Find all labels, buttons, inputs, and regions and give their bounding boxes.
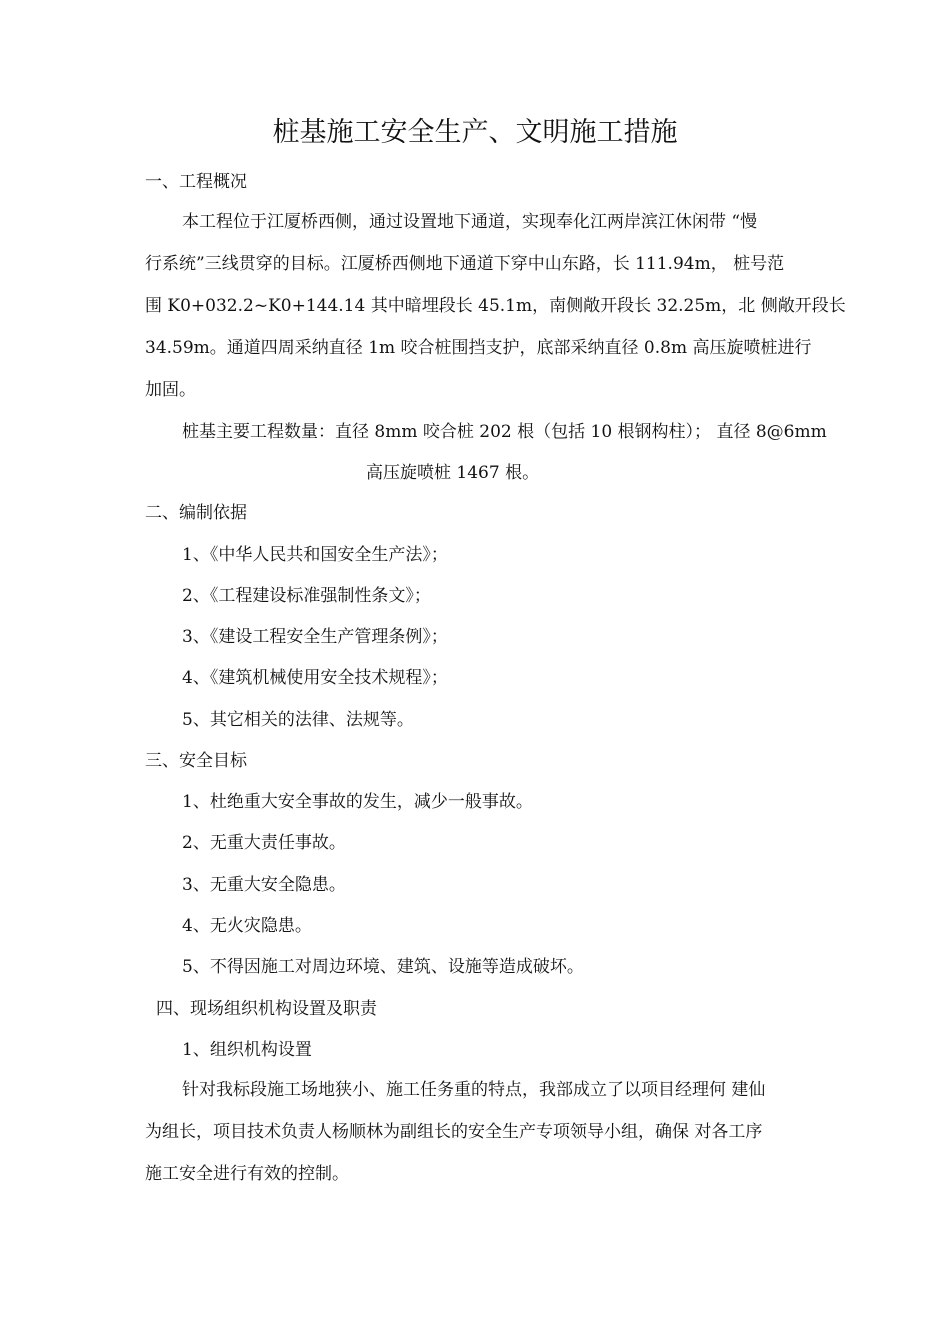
paragraph-line: 围 K0+032.2~K0+144.14 其中暗埋段长 45.1m，南侧敞开段长 32.25m，北 侧敞开段长 — [145, 296, 846, 316]
list-item: 1、《中华人民共和国安全生产法》； — [182, 545, 448, 565]
list-item: 2、《工程建设标准强制性条文》； — [182, 586, 431, 606]
paragraph-line: 为组长，项目技术负责人杨顺林为副组长的安全生产专项领导小组，确保 对各工序 — [145, 1122, 763, 1142]
list-item: 5、不得因施工对周边环境、建筑、设施等造成破坏。 — [182, 957, 584, 977]
list-item: 2、无重大责任事故。 — [182, 833, 346, 853]
paragraph-line: 行系统”三线贯穿的目标。江厦桥西侧地下通道下穿中山东路，长 111.94m， 桩号范 — [145, 254, 785, 274]
paragraph-line: 本工程位于江厦桥西侧，通过设置地下通道，实现奉化江两岸滨江休闲带 “慢 — [182, 212, 758, 232]
list-item: 3、《建设工程安全生产管理条例》； — [182, 627, 448, 647]
list-item: 3、无重大安全隐患。 — [182, 875, 346, 895]
section-heading-overview: 一、工程概况 — [145, 172, 247, 192]
list-item: 1、杜绝重大安全事故的发生，减少一般事故。 — [182, 792, 533, 812]
subsection-heading: 1、组织机构设置 — [182, 1040, 312, 1060]
section-heading-basis: 二、编制依据 — [145, 503, 247, 523]
list-item: 4、无火灾隐患。 — [182, 916, 312, 936]
section-heading-safety-goals: 三、安全目标 — [145, 751, 247, 771]
paragraph-line: 针对我标段施工场地狭小、施工任务重的特点，我部成立了以项目经理何 建仙 — [182, 1080, 766, 1100]
document-title: 桩基施工安全生产、文明施工措施 — [272, 117, 678, 148]
list-item: 4、《建筑机械使用安全技术规程》； — [182, 668, 448, 688]
paragraph-line: 加固。 — [145, 380, 196, 400]
paragraph-line: 高压旋喷桩 1467 根。 — [366, 463, 540, 483]
list-item: 5、其它相关的法律、法规等。 — [182, 710, 414, 730]
paragraph-line: 桩基主要工程数量：直径 8mm 咬合桩 202 根（包括 10 根钢构柱）； 直径 8@6mm — [182, 422, 827, 442]
paragraph-line: 施工安全进行有效的控制。 — [145, 1164, 349, 1184]
section-heading-organization: 四、现场组织机构设置及职责 — [156, 999, 377, 1019]
paragraph-line: 34.59m。通道四周采纳直径 1m 咬合桩围挡支护，底部采纳直径 0.8m 高压旋喷桩进行 — [145, 338, 812, 358]
